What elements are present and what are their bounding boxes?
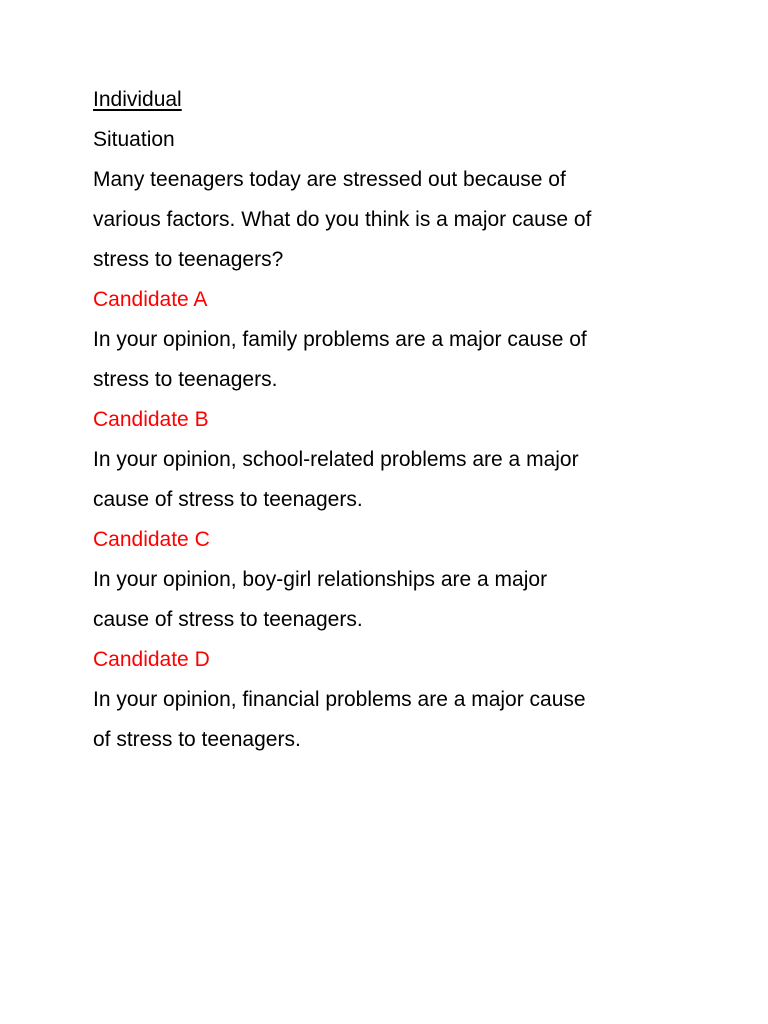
situation-text-line: various factors. What do you think is a major cause of [93, 208, 592, 231]
candidate-a-text-line: stress to teenagers. [93, 368, 278, 391]
candidate-b-label: Candidate B [93, 408, 209, 431]
candidate-c-text-line: cause of stress to teenagers. [93, 608, 363, 631]
candidate-b-text-line: In your opinion, school-related problems are a major [93, 448, 579, 471]
situation-text-line: Many teenagers today are stressed out because of [93, 168, 566, 191]
document-heading: Individual [93, 88, 182, 111]
candidate-d-text-line: of stress to teenagers. [93, 728, 301, 751]
situation-text-line: stress to teenagers? [93, 248, 284, 271]
situation-label: Situation [93, 128, 175, 151]
document-page [93, 80, 723, 760]
candidate-c-label: Candidate C [93, 528, 210, 551]
candidate-d-label: Candidate D [93, 648, 210, 671]
candidate-a-label: Candidate A [93, 288, 208, 311]
candidate-d-text-line: In your opinion, financial problems are a major cause [93, 688, 586, 711]
candidate-a-text-line: In your opinion, family problems are a major cause of [93, 328, 587, 351]
candidate-c-text-line: In your opinion, boy-girl relationships are a major [93, 568, 548, 591]
candidate-b-text-line: cause of stress to teenagers. [93, 488, 363, 511]
